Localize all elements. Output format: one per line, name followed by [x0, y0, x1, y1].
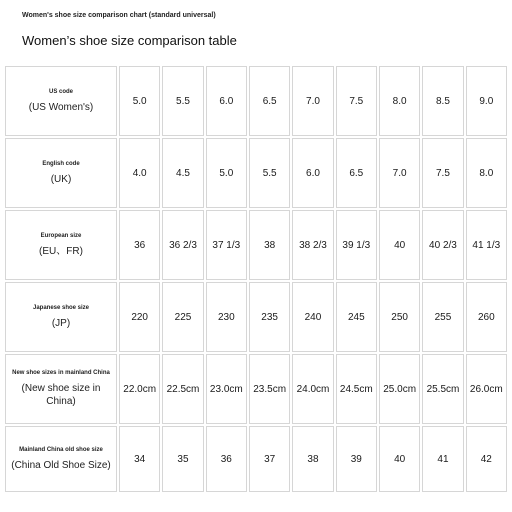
size-cell: 22.5cm	[162, 354, 203, 424]
size-cell: 40	[379, 210, 420, 280]
row-label-main: (US Women's)	[28, 101, 94, 113]
size-cell: 22.0cm	[119, 354, 160, 424]
size-cell: 39	[336, 426, 377, 492]
size-cell: 41 1/3	[466, 210, 507, 280]
size-cell: 6.5	[336, 138, 377, 208]
size-cell: 39 1/3	[336, 210, 377, 280]
size-cell: 40	[379, 426, 420, 492]
row-label-small: New shoe sizes in mainland China	[12, 370, 110, 376]
row-label-eu	[5, 210, 117, 280]
size-cell: 240	[292, 282, 333, 352]
size-cell: 34	[119, 426, 160, 492]
size-cell: 38 2/3	[292, 210, 333, 280]
row-label-uk	[5, 138, 117, 208]
page-title: Women’s shoe size comparison table	[22, 33, 237, 48]
size-cell: 7.5	[336, 66, 377, 136]
size-cell: 38	[249, 210, 290, 280]
size-cell: 230	[206, 282, 247, 352]
size-cell: 6.0	[206, 66, 247, 136]
size-cell: 24.5cm	[336, 354, 377, 424]
size-cell: 5.0	[119, 66, 160, 136]
size-cell: 5.5	[162, 66, 203, 136]
row-label-small: European size	[40, 232, 82, 239]
size-cell: 25.5cm	[422, 354, 463, 424]
size-cell: 41	[422, 426, 463, 492]
size-cell: 9.0	[466, 66, 507, 136]
size-cell: 42	[466, 426, 507, 492]
size-cell: 250	[379, 282, 420, 352]
size-cell: 7.0	[379, 138, 420, 208]
size-cell: 36	[206, 426, 247, 492]
row-label-us	[5, 66, 117, 136]
table-row-china-new	[5, 354, 507, 424]
size-cell: 8.0	[466, 138, 507, 208]
page-caption: Women's shoe size comparison chart (standard universal)	[22, 12, 216, 19]
size-cell: 40 2/3	[422, 210, 463, 280]
size-cell: 37	[249, 426, 290, 492]
row-label-small: English code	[42, 160, 80, 167]
size-cell: 6.0	[292, 138, 333, 208]
size-cell: 24.0cm	[292, 354, 333, 424]
size-cell: 7.0	[292, 66, 333, 136]
table-row-china-old	[5, 426, 507, 492]
size-cell: 38	[292, 426, 333, 492]
size-cell: 7.5	[422, 138, 463, 208]
row-label-main: (China Old Shoe Size)	[11, 459, 111, 471]
size-cell: 235	[249, 282, 290, 352]
row-label-china-new	[5, 354, 117, 424]
size-cell: 260	[466, 282, 507, 352]
size-cell: 5.5	[249, 138, 290, 208]
size-cell: 26.0cm	[466, 354, 507, 424]
row-label-small: US code	[48, 88, 73, 95]
size-cell: 23.5cm	[249, 354, 290, 424]
row-label-jp	[5, 282, 117, 352]
row-label-small: Japanese shoe size	[32, 304, 90, 311]
size-cell: 220	[119, 282, 160, 352]
table-row-us	[5, 66, 507, 136]
size-cell: 8.0	[379, 66, 420, 136]
row-label-china-old	[5, 426, 117, 492]
size-comparison-table	[3, 64, 509, 494]
size-cell: 4.5	[162, 138, 203, 208]
size-cell: 36 2/3	[162, 210, 203, 280]
size-cell: 4.0	[119, 138, 160, 208]
row-label-main: (EU、FR)	[39, 245, 83, 257]
row-label-small: Mainland China old shoe size	[19, 446, 103, 453]
size-cell: 23.0cm	[206, 354, 247, 424]
row-label-main: (JP)	[51, 317, 71, 329]
table-row-eu	[5, 210, 507, 280]
row-label-main: (New shoe size in China)	[21, 383, 101, 407]
size-cell: 35	[162, 426, 203, 492]
row-label-main: (UK)	[50, 173, 72, 185]
size-cell: 25.0cm	[379, 354, 420, 424]
table-row-jp	[5, 282, 507, 352]
table-row-uk	[5, 138, 507, 208]
size-cell: 255	[422, 282, 463, 352]
size-cell: 37 1/3	[206, 210, 247, 280]
size-cell: 245	[336, 282, 377, 352]
size-cell: 5.0	[206, 138, 247, 208]
size-cell: 225	[162, 282, 203, 352]
size-cell: 36	[119, 210, 160, 280]
size-cell: 8.5	[422, 66, 463, 136]
size-cell: 6.5	[249, 66, 290, 136]
